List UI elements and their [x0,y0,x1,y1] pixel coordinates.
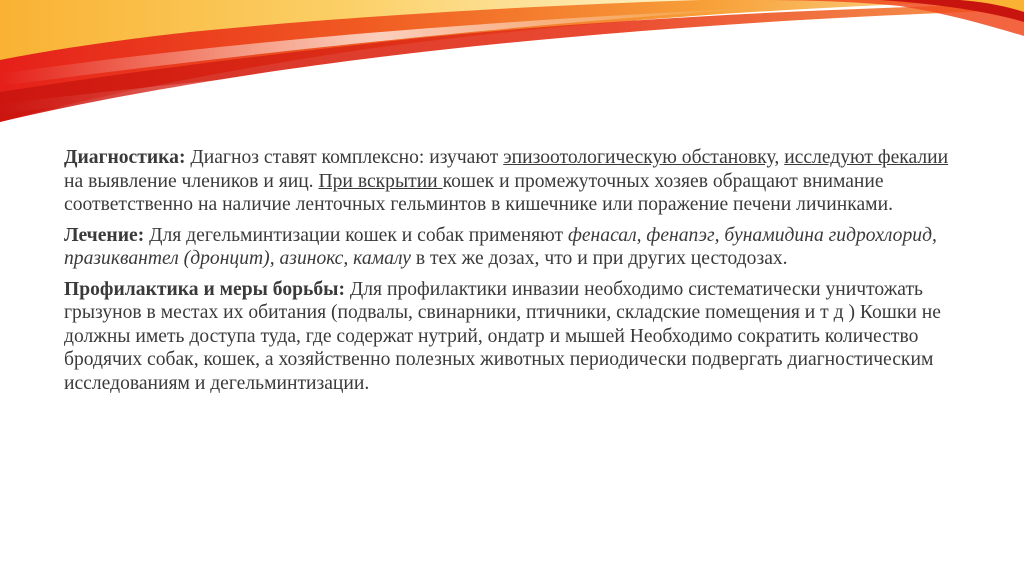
treatment-heading: Лечение: [64,224,145,246]
diagnostics-text-1: Диагноз ставят комплексно: изучают [185,147,504,168]
treatment-drug-list: фенасал, фенапэг, бунамидина гидрохлорид, празиквантел (дронцит), азинокс, камалу [64,224,937,269]
diagnostics-underlined-1: эпизоотологическую обстановку, [503,147,780,168]
treatment-paragraph [64,224,964,271]
treatment-text-1: Для дегельминтизации кошек и собак применяют [144,224,568,246]
diagnostics-paragraph [64,146,964,217]
diagnostics-text-4: кошек и промежуточных хозяев обращают внимание соответственно на наличие ленточных гельминтов в кишечнике или поражение печени личинками. [64,170,893,215]
slide-body [64,146,964,402]
prevention-heading: Профилактика и меры борьбы: [64,278,345,300]
diagnostics-underlined-2: исследуют фекалии [784,147,949,168]
prevention-text-1: Для профилактики инвазии необходимо систематически уничтожать грызунов в местах их обитания (подвалы, свинарники, птичники, складские помещения и т д ) Кошки не должны иметь доступа туда, где содержат нутрий, ондатр и мышей Необходимо сократить количество бродячих собак, кошек, а хозяйственно полезных животных периодически подвергать диагностическим исследованиям и дегельминтизации. [64,278,941,394]
diagnostics-underlined-3: При вскрытии [318,170,443,192]
treatment-text-2: в тех же дозах, что и при других цестодозах. [410,248,788,269]
diagnostics-heading: Диагностика: [64,147,186,168]
diagnostics-text-3: на выявление члеников и яиц. [64,170,319,192]
prevention-paragraph [64,278,964,396]
decorative-swoosh-banner [0,0,1024,130]
